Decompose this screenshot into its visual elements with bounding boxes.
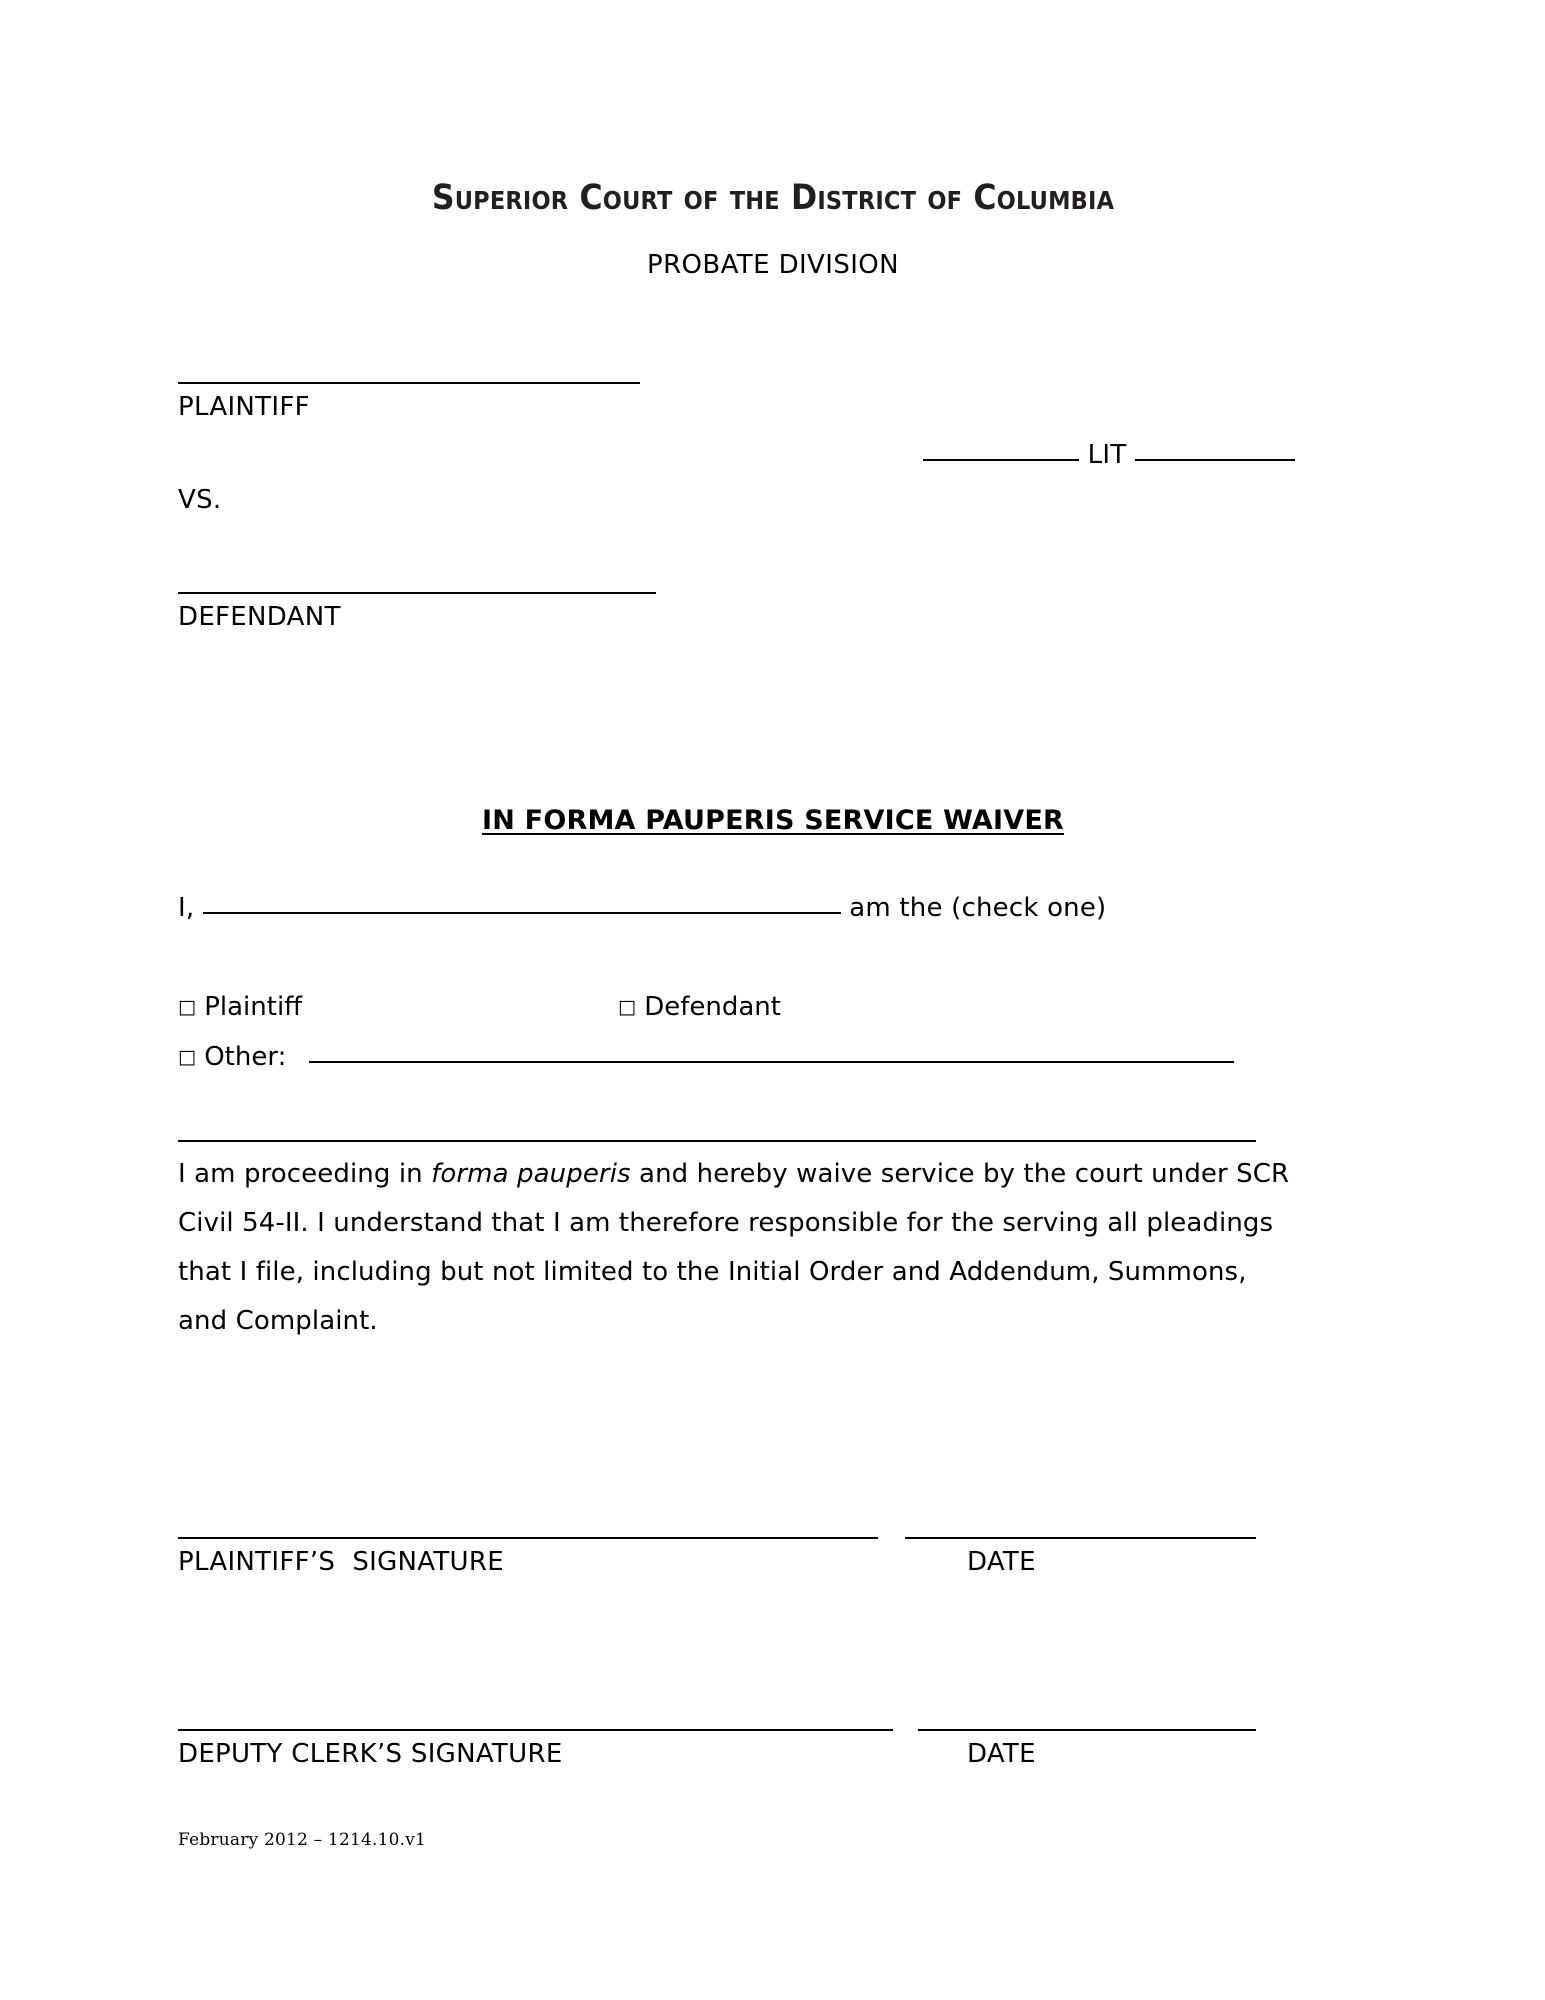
declarant-prefix-label: I, (178, 893, 195, 923)
checkbox-icon[interactable]: □ (178, 1046, 196, 1068)
checkbox-icon[interactable]: □ (178, 996, 196, 1018)
form-heading-text: IN FORMA PAUPERIS SERVICE WAIVER (482, 805, 1064, 836)
court-title: Superior Court of the District of Columbia (431, 178, 1115, 218)
declarant-name-field[interactable] (203, 912, 841, 914)
document-content-area (178, 0, 1368, 2000)
body-text-italic-phrase: forma pauperis (431, 1159, 631, 1189)
other-value-continuation-rule (178, 1140, 1256, 1142)
case-number-row (923, 440, 1295, 470)
form-heading (178, 805, 1368, 836)
clerk-date-label: DATE (967, 1739, 1036, 1769)
case-number-separator-label: LIT (1087, 440, 1127, 470)
plaintiff-label: PLAINTIFF (178, 392, 310, 422)
case-number-prefix-field[interactable] (923, 459, 1079, 461)
plaintiff-date-label: DATE (967, 1547, 1036, 1577)
clerk-signature-label: DEPUTY CLERK’S SIGNATURE (178, 1739, 563, 1769)
role-options-row (178, 992, 781, 1022)
checkbox-option-defendant[interactable] (618, 992, 781, 1022)
declarant-line (178, 893, 1106, 923)
case-number-suffix-field[interactable] (1135, 459, 1295, 461)
defendant-label: DEFENDANT (178, 602, 341, 632)
plaintiff-date-rule[interactable] (905, 1537, 1256, 1539)
checkbox-label-other: Other: (204, 1042, 287, 1072)
checkbox-label-plaintiff: Plaintiff (204, 992, 303, 1022)
division-subtitle: PROBATE DIVISION (646, 250, 900, 280)
checkbox-icon[interactable]: □ (618, 996, 636, 1018)
clerk-signature-rule[interactable] (178, 1729, 893, 1731)
clerk-date-rule[interactable] (918, 1729, 1256, 1731)
plaintiff-signature-rule[interactable] (178, 1537, 878, 1539)
form-revision-footer: February 2012 – 1214.10.v1 (178, 1830, 427, 1850)
body-text-part-2: and hereby waive service by the court under SCR Civil 54-II. I understand that I am therefore responsible for the serving all pleadings that I file, including but not limited to the Initial Order and Addendum, Summons, and Complaint. (178, 1159, 1290, 1336)
other-option-row (178, 1042, 1234, 1072)
other-value-field[interactable] (309, 1061, 1234, 1063)
plaintiff-name-rule (178, 382, 640, 384)
defendant-name-rule (178, 592, 656, 594)
plaintiff-signature-label: PLAINTIFF’S SIGNATURE (178, 1547, 504, 1577)
versus-label: VS. (178, 485, 222, 515)
declarant-suffix-label: am the (check one) (849, 893, 1107, 923)
body-text-part-1: I am proceeding in (178, 1159, 432, 1189)
waiver-body-paragraph (178, 1150, 1298, 1346)
checkbox-label-defendant: Defendant (644, 992, 781, 1022)
checkbox-option-plaintiff[interactable] (178, 992, 618, 1022)
